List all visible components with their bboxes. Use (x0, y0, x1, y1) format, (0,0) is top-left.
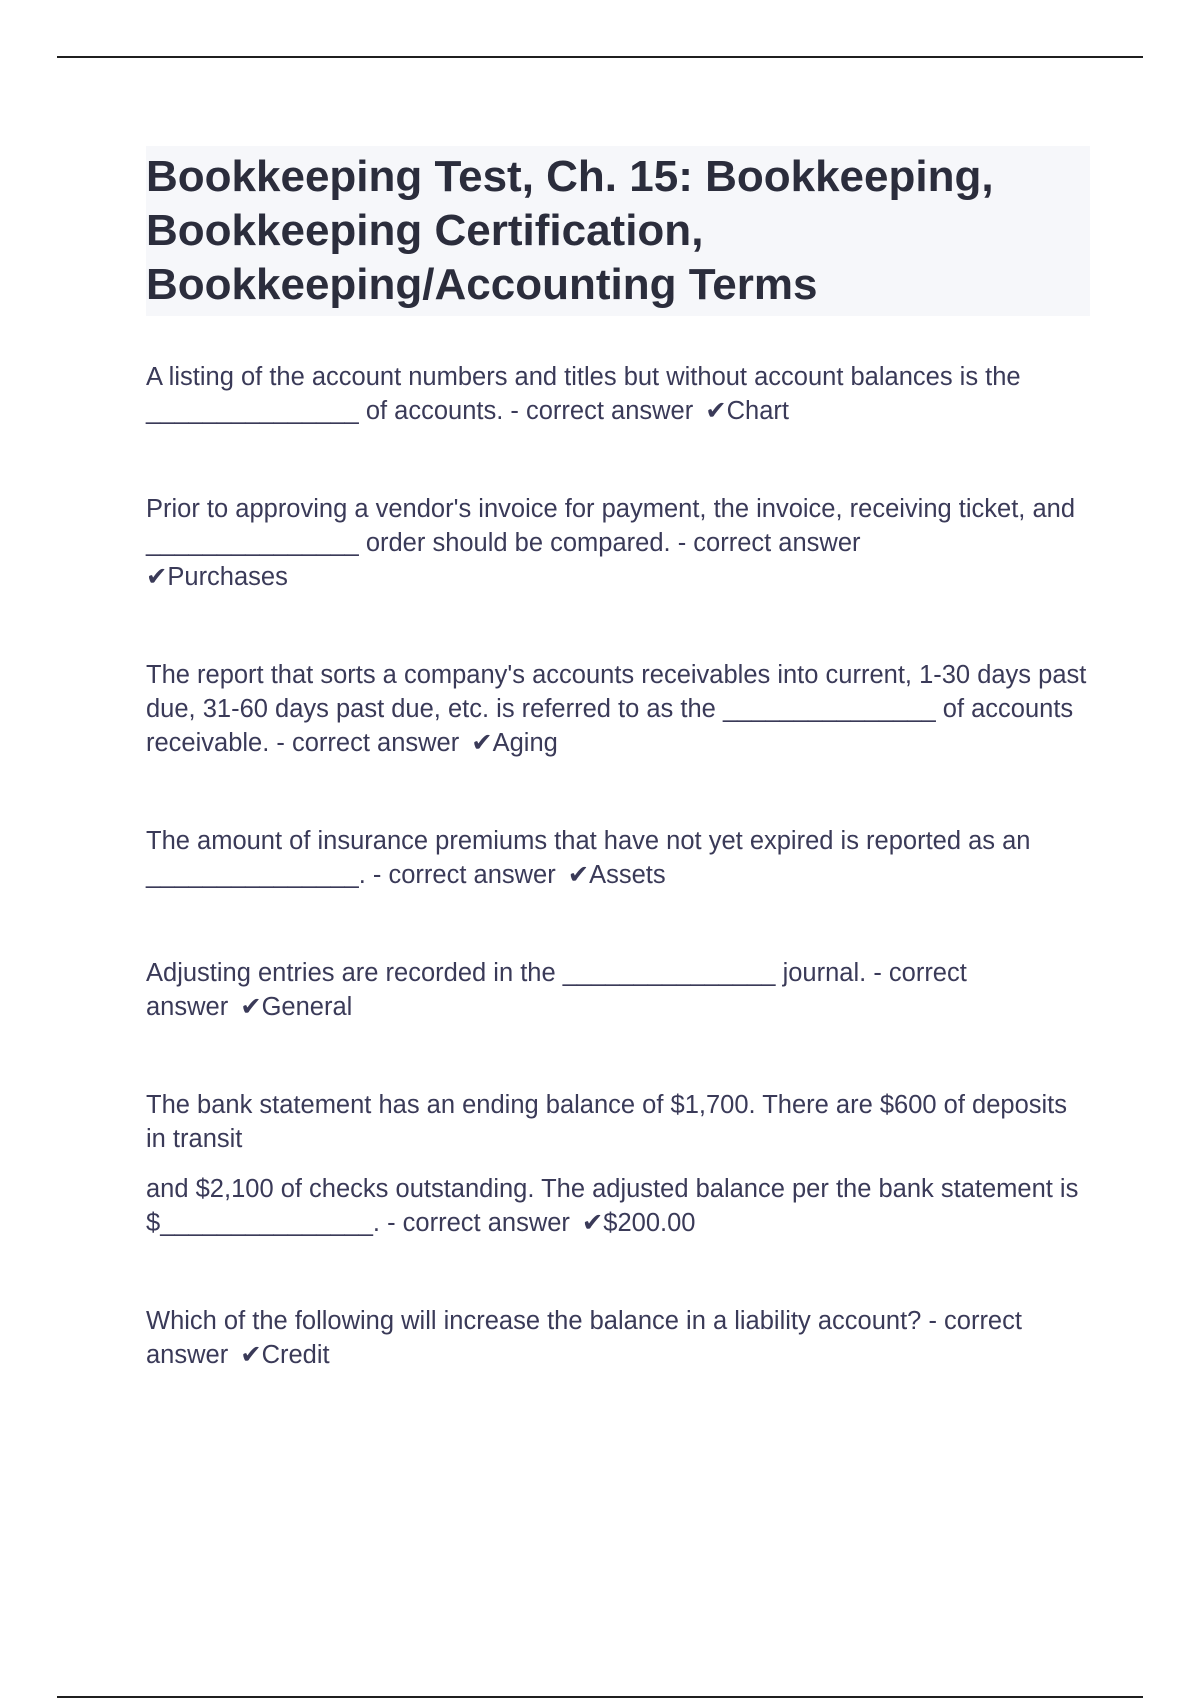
check-mark-icon: ✔ (240, 993, 262, 1021)
answer-prefix: - correct answer (372, 861, 556, 889)
question-item-7 (146, 1304, 1090, 1372)
check-mark-icon: ✔ (146, 563, 168, 591)
question-text: Which of the following will increase the balance in a liability account? - correct answer ✔Credit (146, 1307, 1022, 1369)
answer-blank: _______________ (722, 695, 936, 723)
question-item-1 (146, 360, 1090, 428)
question-text-line-1: The bank statement has an ending balance of $1,700. There are $600 of deposits in transit (146, 1091, 1068, 1153)
answer-text: Purchases (167, 563, 288, 591)
question-text: and $2,100 of checks outstanding. The adjusted balance per the bank statement is $_______________. - correct answer ✔$200.00 (146, 1175, 1079, 1237)
check-mark-icon: ✔ (705, 397, 727, 425)
question-item-5 (146, 956, 1090, 1024)
answer-prefix: - correct answer (276, 729, 460, 757)
title-block (146, 146, 1090, 316)
question-text: The amount of insurance premiums that have not yet expired is reported as an _______________. - correct answer ✔Assets (146, 827, 1031, 889)
answer-blank: _______________ (160, 1209, 373, 1237)
check-mark-icon: ✔ (471, 729, 493, 757)
answer-prefix: - correct answer (510, 397, 694, 425)
answer-text: $200.00 (603, 1209, 696, 1237)
answer-prefix: - correct answer (677, 529, 861, 557)
answer-text: Assets (589, 861, 666, 889)
check-mark-icon: ✔ (567, 861, 590, 889)
answer-blank: _______________ (562, 959, 776, 987)
question-text: Prior to approving a vendor's invoice for payment, the invoice, receiving ticket, and _______________ order should be compared. - correct answer ✔Purchases (146, 495, 1076, 591)
document-body (146, 146, 1090, 1436)
answer-text: Aging (492, 729, 558, 757)
document-title: Bookkeeping Test, Ch. 15: Bookkeeping, Bookkeeping Certification, Bookkeeping/Accounting Terms (146, 152, 994, 309)
question-item-6 (146, 1088, 1090, 1240)
answer-blank: _______________ (146, 397, 359, 425)
check-mark-icon: ✔ (240, 1341, 262, 1369)
answer-text: General (261, 993, 353, 1021)
question-item-4 (146, 824, 1090, 892)
answer-prefix: - correct answer (146, 1307, 1022, 1369)
answer-prefix: - correct answer (387, 1209, 570, 1237)
check-mark-icon: ✔ (581, 1209, 604, 1237)
question-text: A listing of the account numbers and titles but without account balances is the _______________ of accounts. - correct answer ✔Chart (146, 363, 1021, 425)
question-text: The report that sorts a company's accounts receivables into current, 1-30 days past due, 31-60 days past due, etc. is referred to as the _______________ of accounts receivable. - correct answer ✔Aging (146, 661, 1087, 757)
answer-blank: _______________ (146, 529, 359, 557)
question-item-3 (146, 658, 1090, 760)
answer-blank: _______________ (146, 861, 359, 889)
answer-text: Credit (261, 1341, 330, 1369)
question-item-2 (146, 492, 1090, 594)
question-text: Adjusting entries are recorded in the _______________ journal. - correct answer ✔General (146, 959, 967, 1021)
answer-text: Chart (726, 397, 789, 425)
bottom-divider (57, 1696, 1143, 1698)
answer-prefix: - correct answer (146, 959, 967, 1021)
top-divider (57, 56, 1143, 58)
